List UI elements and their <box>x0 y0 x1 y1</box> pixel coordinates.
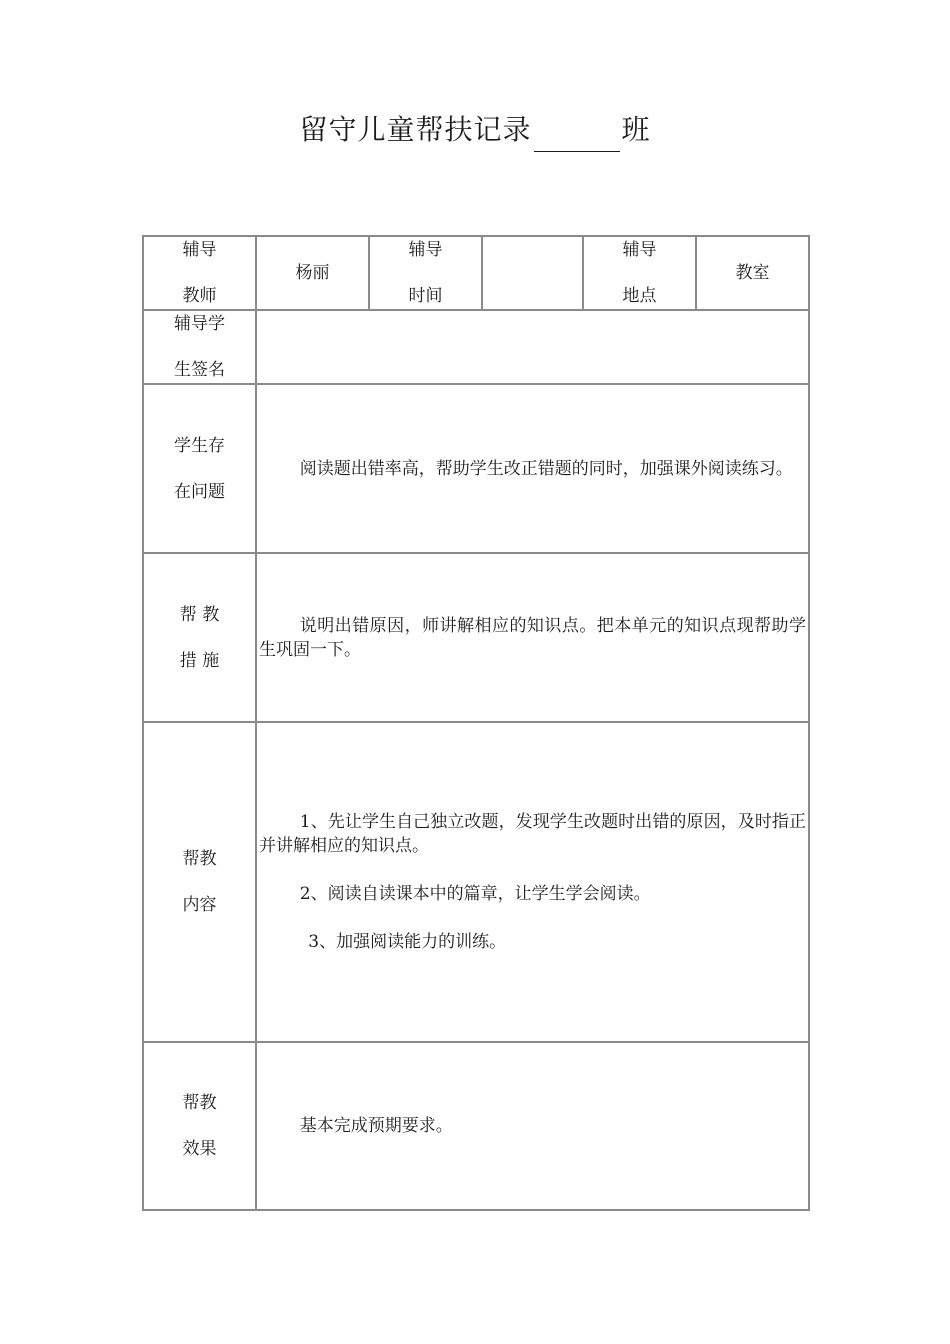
record-table <box>142 235 810 1211</box>
content-item-2: 2、阅读自读课本中的篇章，让学生学会阅读。 <box>299 884 651 904</box>
measure-text: 说明出错原因，师讲解相应的知识点。把本单元的知识点现帮助学生巩固一下。 <box>259 615 806 660</box>
problem-text: 阅读题出错率高，帮助学生改正错题的同时，加强课外阅读练习。 <box>299 458 793 479</box>
signature-row <box>143 310 809 384</box>
content-item-3: 3、加强阅读能力的训练。 <box>308 932 507 952</box>
teacher-value: 杨丽 <box>256 236 369 310</box>
effect-text-cell <box>256 1042 809 1210</box>
measure-text-cell <box>256 553 809 722</box>
content-text-cell <box>256 722 809 1042</box>
content-row <box>143 722 809 1042</box>
time-label: 辅导 时间 <box>369 236 482 310</box>
measure-row <box>143 553 809 722</box>
title-suffix: 班 <box>621 113 651 146</box>
problem-label: 学生存 在问题 <box>143 384 256 553</box>
teacher-label: 辅导 教师 <box>143 236 256 310</box>
problem-text-cell <box>256 384 809 553</box>
content-label: 帮教 内容 <box>143 722 256 1042</box>
place-label: 辅导 地点 <box>583 236 696 310</box>
effect-row <box>143 1042 809 1210</box>
place-value: 教室 <box>696 236 809 310</box>
content-item-1: 1、先让学生自己独立改题，发现学生改题时出错的原因，及时指正并讲解相应的知识点。 <box>259 812 806 856</box>
title-main: 留守儿童帮扶记录 <box>299 113 532 146</box>
problem-row <box>143 384 809 553</box>
page-title <box>0 108 950 152</box>
effect-text: 基本完成预期要求。 <box>299 1116 453 1136</box>
time-value <box>482 236 583 310</box>
effect-label: 帮教 效果 <box>143 1042 256 1210</box>
measure-label: 帮 教 措 施 <box>143 553 256 722</box>
signature-value <box>256 310 809 384</box>
header-row <box>143 236 809 310</box>
class-name-blank <box>534 117 620 152</box>
signature-label: 辅导学 生签名 <box>143 310 256 384</box>
